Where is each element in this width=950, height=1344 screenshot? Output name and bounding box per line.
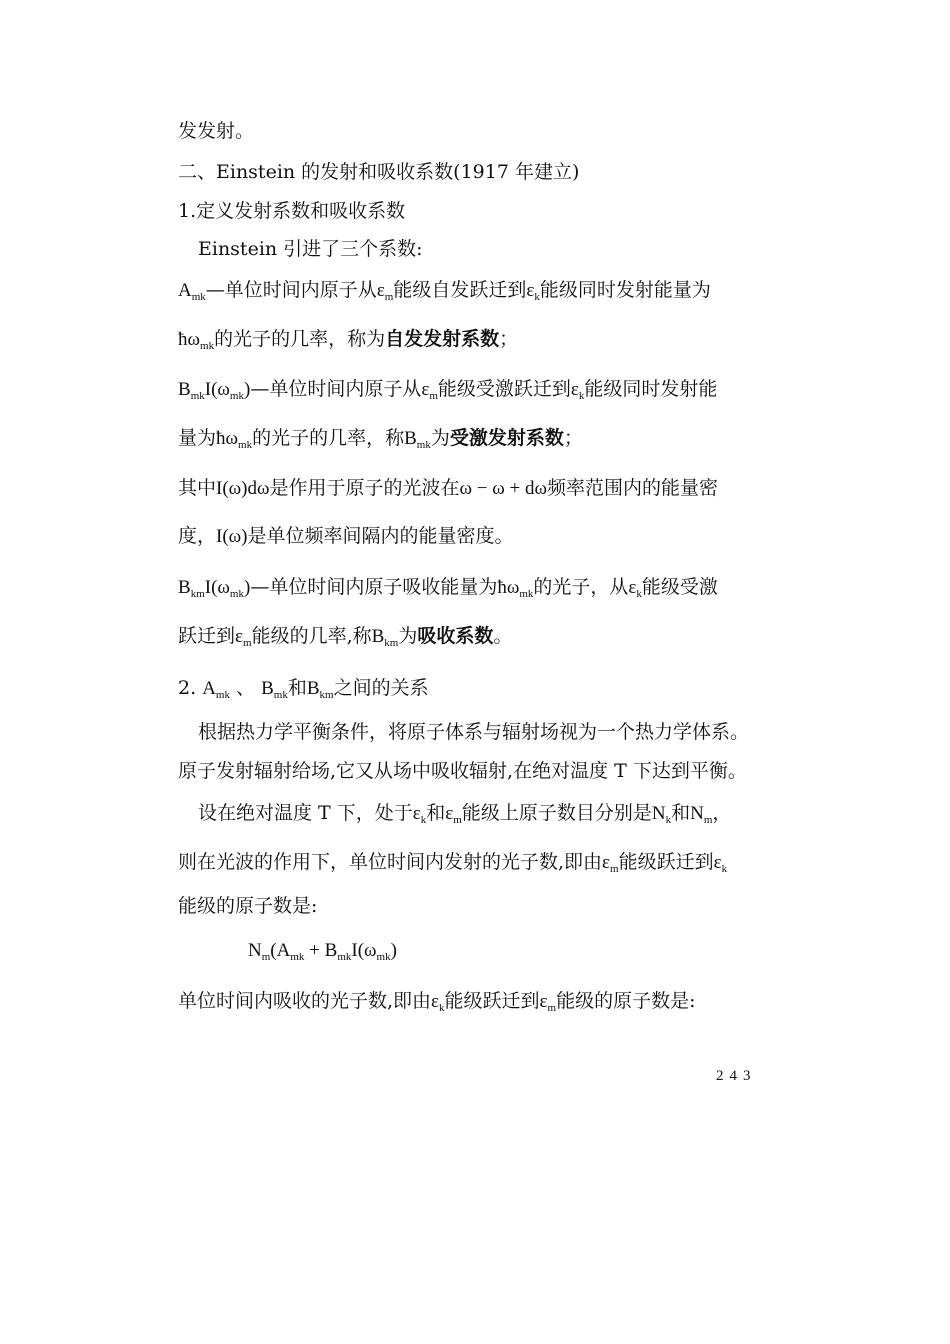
page-number: 243 xyxy=(716,1068,757,1084)
A-definition-line1: $A_{mk}—$单位时间内原子从$\varepsilon_m$能级自发跃迁到$\varepsilon_k$能级同时发射能量为 xyxy=(178,279,711,303)
term-absorption: 吸收系数 xyxy=(417,625,494,647)
B-definition-line1: $B_{mk}I(\omega_{mk})—$单位时间内原子从$\varepsilon_m$能级受激跃迁到$\varepsilon_k$能级同时发射能 xyxy=(178,378,718,402)
Bkm-definition-line2: 跃迁到$\varepsilon_m$能级的几率,称$B_{km}$为吸收系数。 xyxy=(178,625,513,649)
term-stimulated-emission: 受激发射系数 xyxy=(449,427,564,449)
subsection-1-title: 1.定义发射系数和吸收系数 xyxy=(178,200,406,222)
para2-line1: 设在绝对温度 T 下，处于$\varepsilon_k$和$\varepsilon_m$能级上原子数目分别是$N_k$和$N_m$， xyxy=(198,802,732,826)
B-definition-line2: 量为$ħ\omega_{mk}$的光子的几率，称$B_{mk}$为受激发射系数； xyxy=(178,427,583,451)
section-2-title: 二、Einstein 的发射和吸收系数(1917 年建立) xyxy=(178,161,580,183)
subsection-2-title: 2. $A_{mk}$ 、 $B_{mk}$和$B_{km}$之间的关系 xyxy=(178,677,429,701)
para2-line3: 能级的原子数是: xyxy=(178,895,318,917)
einstein-intro: Einstein 引进了三个系数: xyxy=(198,238,423,260)
emission-formula: $N_m(A_{mk} + B_{mk}I(\omega_{mk})$ xyxy=(248,940,397,963)
I-definition-line2: 度，I(ω)是单位频率间隔内的能量密度。 xyxy=(178,525,514,547)
Bkm-definition-line1: $B_{km}I(\omega_{mk})—$单位时间内原子吸收能量为$ħ\omega_{mk}$的光子，从$\varepsilon_k$能级受激 xyxy=(178,576,718,600)
term-spontaneous-emission: 自发发射系数 xyxy=(385,328,500,350)
para1-line1: 根据热力学平衡条件，将原子体系与辐射场视为一个热力学体系。 xyxy=(198,721,750,743)
intro-tail: 发发射。 xyxy=(178,120,255,142)
para2-line2: 则在光波的作用下，单位时间内发射的光子数,即由$\varepsilon_m$能级跃迁到$\varepsilon_k$ xyxy=(178,851,728,875)
I-definition-line1: 其中I(ω)dω是作用于原子的光波在ω − ω + dω频率范围内的能量密 xyxy=(178,477,718,499)
para1-line2: 原子发射辐射给场,它又从场中吸收辐射,在绝对温度 T 下达到平衡。 xyxy=(178,760,747,782)
absorption-line: 单位时间内吸收的光子数,即由$\varepsilon_k$能级跃迁到$\varepsilon_m$能级的原子数是: xyxy=(178,990,696,1014)
A-definition-line2: $ħ\omega_{mk}$的光子的几率，称为自发发射系数； xyxy=(178,328,519,352)
